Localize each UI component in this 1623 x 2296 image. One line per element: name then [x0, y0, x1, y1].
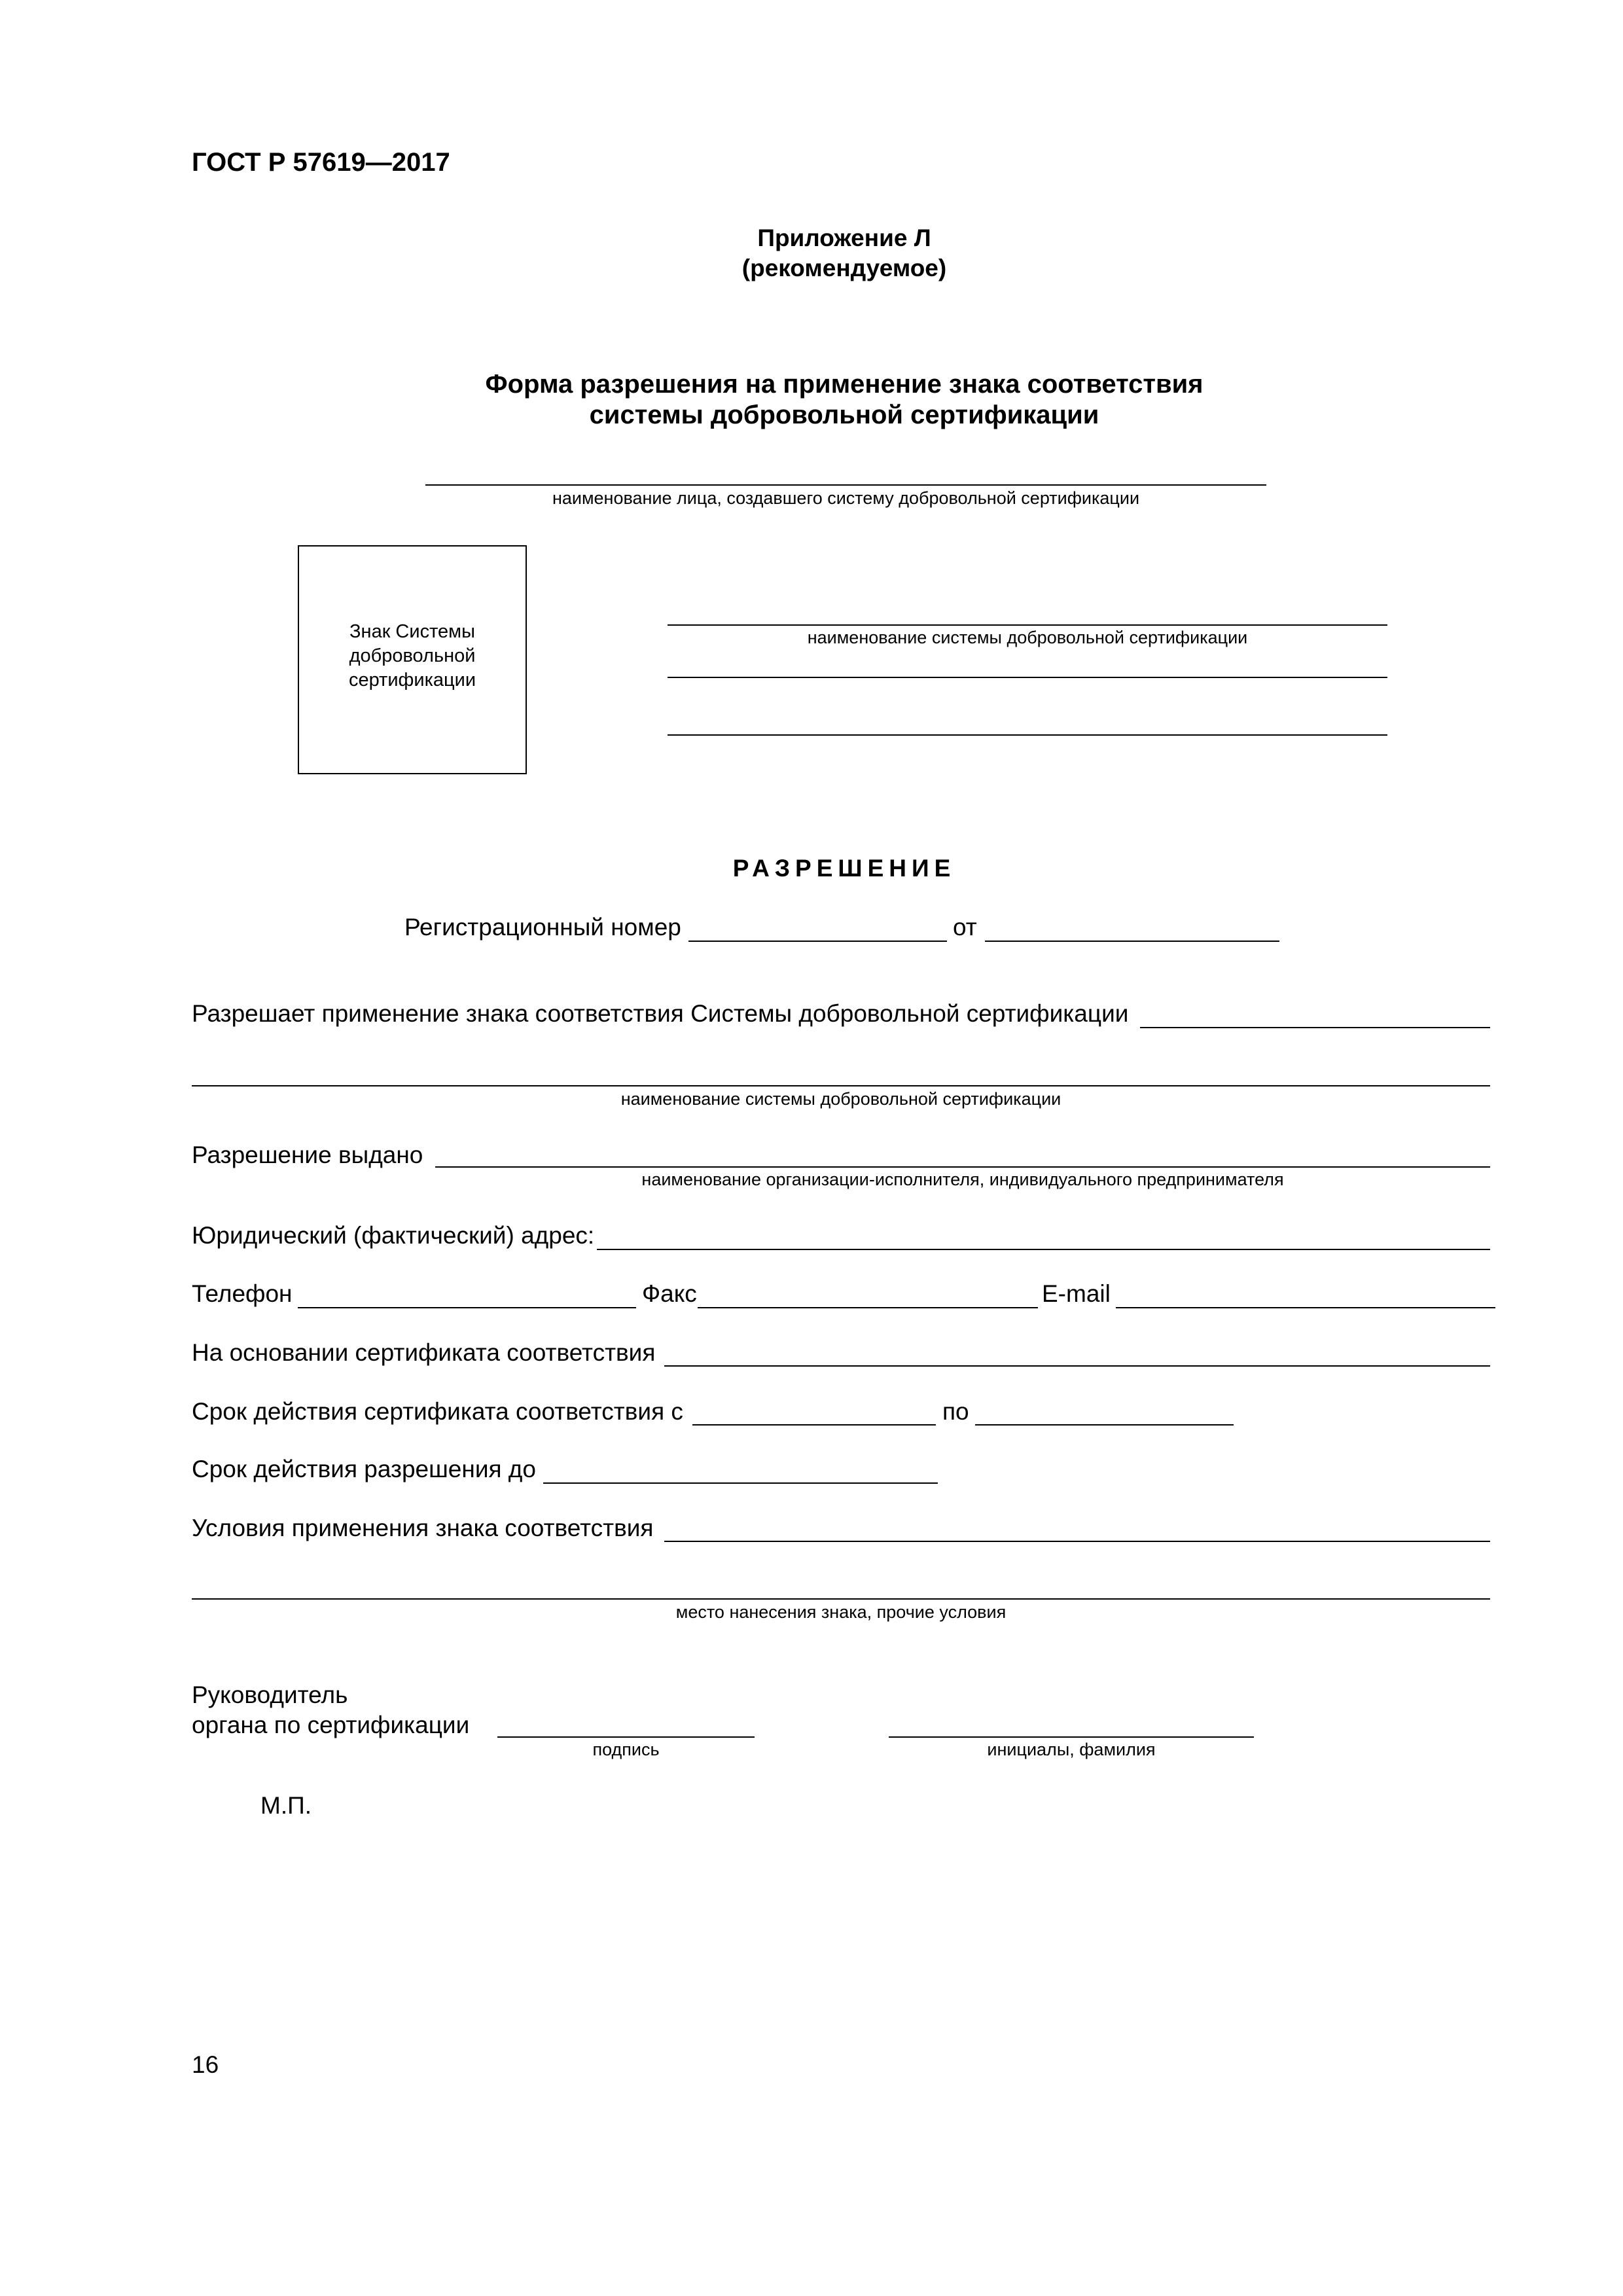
system-name-line-1[interactable] [668, 624, 1387, 626]
permit-heading: РАЗРЕШЕНИЕ [732, 855, 956, 882]
allows-field-line2[interactable] [192, 1085, 1490, 1086]
conditions-label: Условия применения знака соответствия [192, 1515, 654, 1541]
appendix-status: (рекомендуемое) [741, 255, 947, 281]
reg-number-field[interactable] [688, 941, 947, 942]
conditions-caption: место нанесения знака, прочие условия [675, 1602, 1007, 1622]
cert-validity-to-field[interactable] [975, 1424, 1234, 1426]
conditions-field-line2[interactable] [192, 1598, 1490, 1600]
basis-label: На основании сертификата соответствия [192, 1339, 656, 1366]
issued-caption: наименование организации-исполнителя, индивидуального предпринимателя [641, 1170, 1284, 1189]
page-number: 16 [192, 2051, 219, 2078]
system-name-caption: наименование системы добровольной сертификации [807, 628, 1248, 647]
email-label: E-mail [1042, 1280, 1111, 1307]
allows-field[interactable] [1140, 1027, 1490, 1028]
permit-validity-label: Срок действия разрешения до [192, 1456, 536, 1482]
cert-validity-to-label: по [942, 1398, 969, 1425]
system-name-line-3[interactable] [668, 734, 1387, 736]
stamp-label: М.П. [260, 1792, 312, 1819]
conditions-field[interactable] [664, 1541, 1490, 1542]
signature-field[interactable] [497, 1736, 755, 1738]
appendix-title: Приложение Л [757, 224, 931, 251]
fax-field[interactable] [698, 1307, 1038, 1308]
address-field[interactable] [597, 1249, 1490, 1250]
head-label-line1: Руководитель [192, 1681, 348, 1708]
allows-caption: наименование системы добровольной сертификации [620, 1089, 1061, 1109]
issued-field[interactable] [435, 1166, 1490, 1168]
head-label-line2: органа по сертификации [192, 1712, 470, 1738]
name-caption: инициалы, фамилия [987, 1740, 1156, 1759]
standard-number: ГОСТ Р 57619—2017 [192, 148, 450, 177]
permit-validity-field[interactable] [543, 1482, 938, 1484]
mark-box-line3: сертификации [348, 670, 476, 691]
email-field[interactable] [1116, 1307, 1495, 1308]
issued-label: Разрешение выдано [192, 1141, 423, 1168]
creator-line[interactable] [425, 484, 1266, 486]
cert-validity-from-field[interactable] [692, 1424, 936, 1426]
allows-label: Разрешает применение знака соответствия Системы добровольной сертификации [192, 1000, 1129, 1027]
system-name-line-2[interactable] [668, 677, 1387, 678]
form-title-line2: системы добровольной сертификации [589, 401, 1099, 429]
cert-validity-label: Срок действия сертификата соответствия с [192, 1398, 683, 1425]
signature-caption: подпись [592, 1740, 660, 1759]
name-field[interactable] [889, 1736, 1254, 1738]
reg-number-label: Регистрационный номер [404, 914, 681, 941]
address-label: Юридический (фактический) адрес: [192, 1222, 595, 1249]
creator-caption: наименование лица, создавшего систему добровольной сертификации [552, 488, 1140, 508]
mark-box-line2: добровольной [349, 645, 476, 666]
phone-label: Телефон [192, 1280, 293, 1307]
certification-mark-box [298, 545, 527, 774]
phone-field[interactable] [298, 1307, 636, 1308]
basis-field[interactable] [664, 1365, 1490, 1367]
form-title-line1: Форма разрешения на применение знака соответствия [485, 370, 1204, 399]
reg-date-field[interactable] [985, 941, 1279, 942]
mark-box-line1: Знак Системы [349, 621, 475, 642]
reg-from-label: от [953, 914, 977, 941]
fax-label: Факс [642, 1280, 697, 1307]
